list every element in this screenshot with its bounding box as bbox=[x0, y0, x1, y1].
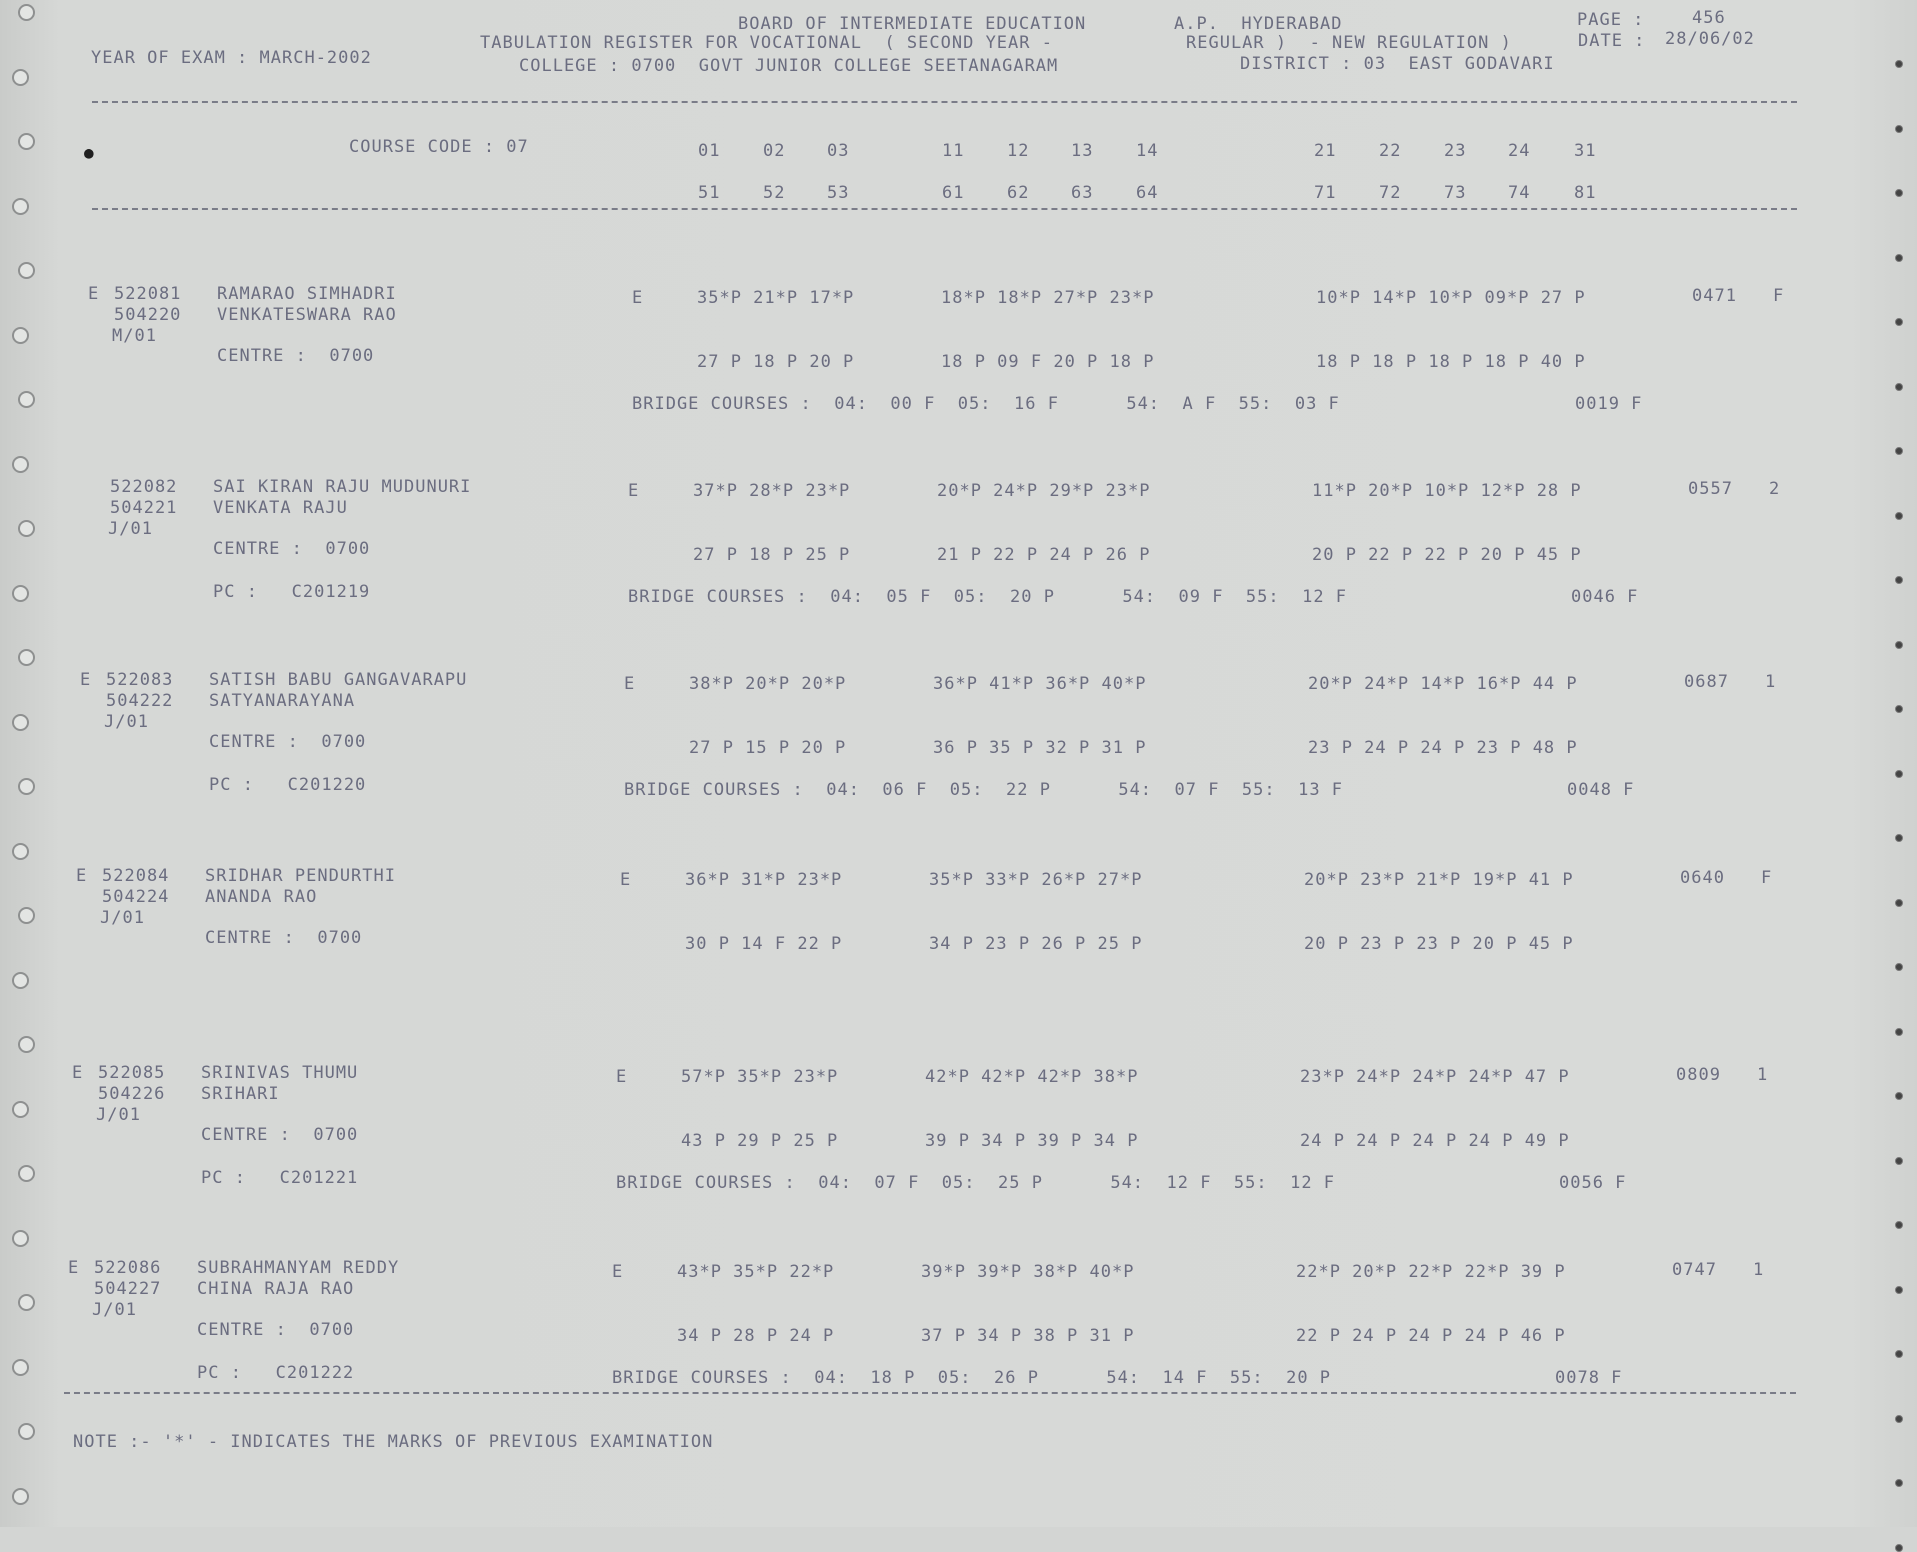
exam-type: E bbox=[628, 481, 640, 501]
result-code: F bbox=[1761, 868, 1773, 888]
year-of-exam: YEAR OF EXAM : MARCH-2002 bbox=[91, 48, 372, 68]
registration-number: 504221 bbox=[110, 498, 178, 518]
print-date: 28/06/02 bbox=[1665, 29, 1755, 49]
course-code-cell: 23 bbox=[1444, 141, 1467, 161]
course-code-cell: 14 bbox=[1136, 141, 1159, 161]
marks-group-2: 35*P 33*P 26*P 27*P bbox=[929, 870, 1143, 890]
practical-group-3: 24 P 24 P 24 P 24 P 49 P bbox=[1300, 1131, 1570, 1151]
candidate-name: SUBRAHMANYAM REDDY bbox=[197, 1258, 400, 1278]
medium-code: J/01 bbox=[96, 1105, 141, 1125]
feed-hole bbox=[1895, 834, 1903, 842]
marks-group-1: 57*P 35*P 23*P bbox=[681, 1067, 839, 1087]
marks-group-3: 20*P 24*P 14*P 16*P 44 P bbox=[1308, 674, 1578, 694]
registration-number: 504227 bbox=[94, 1279, 162, 1299]
registration-number: 504220 bbox=[114, 305, 182, 325]
result-code: 1 bbox=[1765, 672, 1777, 692]
result-code: 2 bbox=[1769, 479, 1781, 499]
feed-hole bbox=[12, 1488, 29, 1505]
course-code-cell: 61 bbox=[942, 183, 965, 203]
feed-hole bbox=[18, 649, 35, 666]
feed-hole bbox=[1895, 512, 1903, 520]
marks-group-2: 39*P 39*P 38*P 40*P bbox=[921, 1262, 1135, 1282]
medium-code: M/01 bbox=[112, 326, 157, 346]
practical-group-1: 43 P 29 P 25 P bbox=[681, 1131, 839, 1151]
feed-hole bbox=[1895, 1028, 1903, 1036]
course-code-cell: 71 bbox=[1314, 183, 1337, 203]
candidate-name: SAI KIRAN RAJU MUDUNURI bbox=[213, 477, 472, 497]
feed-hole bbox=[1895, 254, 1903, 262]
board-name: BOARD OF INTERMEDIATE EDUCATION bbox=[738, 14, 1087, 34]
feed-hole bbox=[1895, 641, 1903, 649]
feed-hole bbox=[1895, 1544, 1903, 1552]
course-code-cell: 03 bbox=[827, 141, 850, 161]
feed-hole bbox=[18, 520, 35, 537]
record-prefix: E bbox=[88, 284, 100, 304]
grand-total: 0471 bbox=[1692, 286, 1737, 306]
pc-number: PC : C201219 bbox=[213, 582, 371, 602]
feed-hole bbox=[18, 4, 35, 21]
candidate-name: RAMARAO SIMHADRI bbox=[217, 284, 397, 304]
course-code-cell: 24 bbox=[1508, 141, 1531, 161]
hall-ticket-number: 522084 bbox=[102, 866, 170, 886]
hall-ticket-number: 522082 bbox=[110, 477, 178, 497]
exam-type: E bbox=[620, 870, 632, 890]
grand-total: 0747 bbox=[1672, 1260, 1717, 1280]
marks-group-3: 22*P 20*P 22*P 22*P 39 P bbox=[1296, 1262, 1566, 1282]
register-title: TABULATION REGISTER FOR VOCATIONAL ( SECOND YEAR - bbox=[480, 33, 1053, 53]
pc-number: PC : C201220 bbox=[209, 775, 367, 795]
marks-group-3: 23*P 24*P 24*P 24*P 47 P bbox=[1300, 1067, 1570, 1087]
feed-hole bbox=[1895, 1221, 1903, 1229]
feed-hole bbox=[12, 1101, 29, 1118]
father-name: VENKATESWARA RAO bbox=[217, 305, 397, 325]
board-place: A.P. HYDERABAD bbox=[1174, 14, 1343, 34]
feed-hole bbox=[12, 69, 29, 86]
exam-type: E bbox=[612, 1262, 624, 1282]
feed-hole bbox=[18, 778, 35, 795]
course-code-cell: 63 bbox=[1071, 183, 1094, 203]
practical-group-2: 18 P 09 F 20 P 18 P bbox=[941, 352, 1155, 372]
feed-hole bbox=[12, 198, 29, 215]
feed-hole bbox=[1895, 1479, 1903, 1487]
marks-group-2: 36*P 41*P 36*P 40*P bbox=[933, 674, 1147, 694]
result-code: 1 bbox=[1757, 1065, 1769, 1085]
marks-group-2: 18*P 18*P 27*P 23*P bbox=[941, 288, 1155, 308]
centre-code: CENTRE : 0700 bbox=[205, 928, 363, 948]
practical-group-3: 18 P 18 P 18 P 18 P 40 P bbox=[1316, 352, 1586, 372]
feed-hole bbox=[1895, 963, 1903, 971]
feed-hole bbox=[12, 1230, 29, 1247]
feed-hole bbox=[1895, 705, 1903, 713]
medium-code: J/01 bbox=[100, 908, 145, 928]
hall-ticket-number: 522083 bbox=[106, 670, 174, 690]
practical-group-1: 27 P 18 P 25 P bbox=[693, 545, 851, 565]
feed-hole bbox=[1895, 1092, 1903, 1100]
hall-ticket-number: 522085 bbox=[98, 1063, 166, 1083]
feed-hole bbox=[1895, 125, 1903, 133]
feed-hole bbox=[18, 133, 35, 150]
header-divider bbox=[92, 101, 1797, 103]
marks-group-1: 38*P 20*P 20*P bbox=[689, 674, 847, 694]
practical-group-3: 20 P 23 P 23 P 20 P 45 P bbox=[1304, 934, 1574, 954]
father-name: CHINA RAJA RAO bbox=[197, 1279, 355, 1299]
course-code-cell: 51 bbox=[698, 183, 721, 203]
registration-number: 504226 bbox=[98, 1084, 166, 1104]
candidate-name: SRIDHAR PENDURTHI bbox=[205, 866, 396, 886]
tractor-feed-holes-right bbox=[1887, 0, 1917, 1527]
feed-hole bbox=[12, 843, 29, 860]
practical-group-2: 37 P 34 P 38 P 31 P bbox=[921, 1326, 1135, 1346]
feed-hole bbox=[18, 1294, 35, 1311]
grand-total: 0687 bbox=[1684, 672, 1729, 692]
registration-number: 504222 bbox=[106, 691, 174, 711]
father-name: ANANDA RAO bbox=[205, 887, 318, 907]
feed-hole bbox=[1895, 576, 1903, 584]
bridge-courses: BRIDGE COURSES : 04: 06 F 05: 22 P 54: 07 F 55: 13 F bbox=[624, 780, 1344, 800]
course-code-cell: 02 bbox=[763, 141, 786, 161]
feed-hole bbox=[12, 1359, 29, 1376]
centre-code: CENTRE : 0700 bbox=[209, 732, 367, 752]
practical-group-1: 27 P 15 P 20 P bbox=[689, 738, 847, 758]
hall-ticket-number: 522081 bbox=[114, 284, 182, 304]
centre-code: CENTRE : 0700 bbox=[213, 539, 371, 559]
bridge-total: 0019 F bbox=[1575, 394, 1643, 414]
feed-hole bbox=[1895, 447, 1903, 455]
record-prefix: E bbox=[80, 670, 92, 690]
feed-hole bbox=[1895, 318, 1903, 326]
marks-group-1: 37*P 28*P 23*P bbox=[693, 481, 851, 501]
bridge-courses: BRIDGE COURSES : 04: 00 F 05: 16 F 54: A F 55: 03 F bbox=[632, 394, 1340, 414]
pc-number: PC : C201222 bbox=[197, 1363, 355, 1383]
father-name: SRIHARI bbox=[201, 1084, 280, 1104]
course-code-cell: 13 bbox=[1071, 141, 1094, 161]
grand-total: 0640 bbox=[1680, 868, 1725, 888]
practical-group-2: 34 P 23 P 26 P 25 P bbox=[929, 934, 1143, 954]
grand-total: 0809 bbox=[1676, 1065, 1721, 1085]
course-code-cell: 64 bbox=[1136, 183, 1159, 203]
feed-hole bbox=[18, 391, 35, 408]
tractor-feed-holes-left bbox=[8, 0, 38, 1527]
bridge-total: 0046 F bbox=[1571, 587, 1639, 607]
record-prefix: E bbox=[76, 866, 88, 886]
course-code-cell: 72 bbox=[1379, 183, 1402, 203]
feed-hole bbox=[12, 972, 29, 989]
feed-hole bbox=[18, 907, 35, 924]
feed-hole bbox=[1895, 189, 1903, 197]
college-line: COLLEGE : 0700 GOVT JUNIOR COLLEGE SEETANAGARAM bbox=[519, 56, 1059, 76]
marks-group-2: 42*P 42*P 42*P 38*P bbox=[925, 1067, 1139, 1087]
registration-number: 504224 bbox=[102, 887, 170, 907]
course-code-cell: 52 bbox=[763, 183, 786, 203]
feed-hole bbox=[1895, 1157, 1903, 1165]
district-line: DISTRICT : 03 EAST GODAVARI bbox=[1240, 54, 1555, 74]
course-code-cell: 81 bbox=[1574, 183, 1597, 203]
bridge-courses: BRIDGE COURSES : 04: 18 P 05: 26 P 54: 14 F 55: 20 P bbox=[612, 1368, 1332, 1388]
feed-hole bbox=[18, 1423, 35, 1440]
feed-hole bbox=[12, 585, 29, 602]
record-prefix: E bbox=[72, 1063, 84, 1083]
marks-group-3: 11*P 20*P 10*P 12*P 28 P bbox=[1312, 481, 1582, 501]
feed-hole bbox=[18, 1165, 35, 1182]
practical-group-1: 27 P 18 P 20 P bbox=[697, 352, 855, 372]
feed-hole bbox=[18, 1036, 35, 1053]
footer-divider bbox=[64, 1392, 1796, 1394]
feed-hole bbox=[1895, 1286, 1903, 1294]
course-code-cell: 21 bbox=[1314, 141, 1337, 161]
practical-group-1: 34 P 28 P 24 P bbox=[677, 1326, 835, 1346]
medium-code: J/01 bbox=[104, 712, 149, 732]
bridge-total: 0078 F bbox=[1555, 1368, 1623, 1388]
marks-group-3: 20*P 23*P 21*P 19*P 41 P bbox=[1304, 870, 1574, 890]
course-code-cell: 74 bbox=[1508, 183, 1531, 203]
page-number: 456 bbox=[1692, 8, 1726, 28]
practical-group-1: 30 P 14 F 22 P bbox=[685, 934, 843, 954]
feed-hole bbox=[1895, 899, 1903, 907]
practical-group-3: 23 P 24 P 24 P 23 P 48 P bbox=[1308, 738, 1578, 758]
candidate-name: SRINIVAS THUMU bbox=[201, 1063, 359, 1083]
exam-type: E bbox=[624, 674, 636, 694]
course-code: COURSE CODE : 07 bbox=[349, 137, 529, 157]
exam-type: E bbox=[616, 1067, 628, 1087]
hall-ticket-number: 522086 bbox=[94, 1258, 162, 1278]
course-divider bbox=[92, 208, 1797, 210]
course-code-cell: 53 bbox=[827, 183, 850, 203]
practical-group-3: 20 P 22 P 22 P 20 P 45 P bbox=[1312, 545, 1582, 565]
grand-total: 0557 bbox=[1688, 479, 1733, 499]
feed-hole bbox=[12, 327, 29, 344]
regulation-text: REGULAR ) - NEW REGULATION ) bbox=[1186, 33, 1512, 53]
feed-hole bbox=[1895, 1415, 1903, 1423]
feed-hole bbox=[1895, 1350, 1903, 1358]
feed-hole bbox=[12, 714, 29, 731]
medium-code: J/01 bbox=[92, 1300, 137, 1320]
pc-number: PC : C201221 bbox=[201, 1168, 359, 1188]
course-code-cell: 11 bbox=[942, 141, 965, 161]
bridge-courses: BRIDGE COURSES : 04: 07 F 05: 25 P 54: 12 F 55: 12 F bbox=[616, 1173, 1336, 1193]
course-code-cell: 22 bbox=[1379, 141, 1402, 161]
bridge-total: 0048 F bbox=[1567, 780, 1635, 800]
course-code-cell: 12 bbox=[1007, 141, 1030, 161]
father-name: VENKATA RAJU bbox=[213, 498, 348, 518]
practical-group-2: 36 P 35 P 32 P 31 P bbox=[933, 738, 1147, 758]
margin-mark: ● bbox=[84, 143, 94, 162]
course-code-cell: 62 bbox=[1007, 183, 1030, 203]
centre-code: CENTRE : 0700 bbox=[217, 346, 375, 366]
feed-hole bbox=[18, 262, 35, 279]
course-code-cell: 01 bbox=[698, 141, 721, 161]
practical-group-2: 39 P 34 P 39 P 34 P bbox=[925, 1131, 1139, 1151]
bridge-total: 0056 F bbox=[1559, 1173, 1627, 1193]
father-name: SATYANARAYANA bbox=[209, 691, 356, 711]
course-code-cell: 73 bbox=[1444, 183, 1467, 203]
footnote: NOTE :- '*' - INDICATES THE MARKS OF PREVIOUS EXAMINATION bbox=[73, 1432, 714, 1452]
medium-code: J/01 bbox=[108, 519, 153, 539]
page-label: PAGE : bbox=[1577, 10, 1645, 30]
centre-code: CENTRE : 0700 bbox=[201, 1125, 359, 1145]
marks-group-2: 20*P 24*P 29*P 23*P bbox=[937, 481, 1151, 501]
date-label: DATE : bbox=[1578, 31, 1646, 51]
feed-hole bbox=[1895, 770, 1903, 778]
feed-hole bbox=[1895, 383, 1903, 391]
feed-hole bbox=[12, 456, 29, 473]
practical-group-3: 22 P 24 P 24 P 24 P 46 P bbox=[1296, 1326, 1566, 1346]
marks-group-1: 43*P 35*P 22*P bbox=[677, 1262, 835, 1282]
candidate-name: SATISH BABU GANGAVARAPU bbox=[209, 670, 468, 690]
course-code-cell: 31 bbox=[1574, 141, 1597, 161]
feed-hole bbox=[1895, 60, 1903, 68]
practical-group-2: 21 P 22 P 24 P 26 P bbox=[937, 545, 1151, 565]
record-prefix: E bbox=[68, 1258, 80, 1278]
exam-type: E bbox=[632, 288, 644, 308]
marks-group-3: 10*P 14*P 10*P 09*P 27 P bbox=[1316, 288, 1586, 308]
marks-group-1: 35*P 21*P 17*P bbox=[697, 288, 855, 308]
result-code: F bbox=[1773, 286, 1785, 306]
bridge-courses: BRIDGE COURSES : 04: 05 F 05: 20 P 54: 09 F 55: 12 F bbox=[628, 587, 1348, 607]
marks-group-1: 36*P 31*P 23*P bbox=[685, 870, 843, 890]
centre-code: CENTRE : 0700 bbox=[197, 1320, 355, 1340]
result-code: 1 bbox=[1753, 1260, 1765, 1280]
